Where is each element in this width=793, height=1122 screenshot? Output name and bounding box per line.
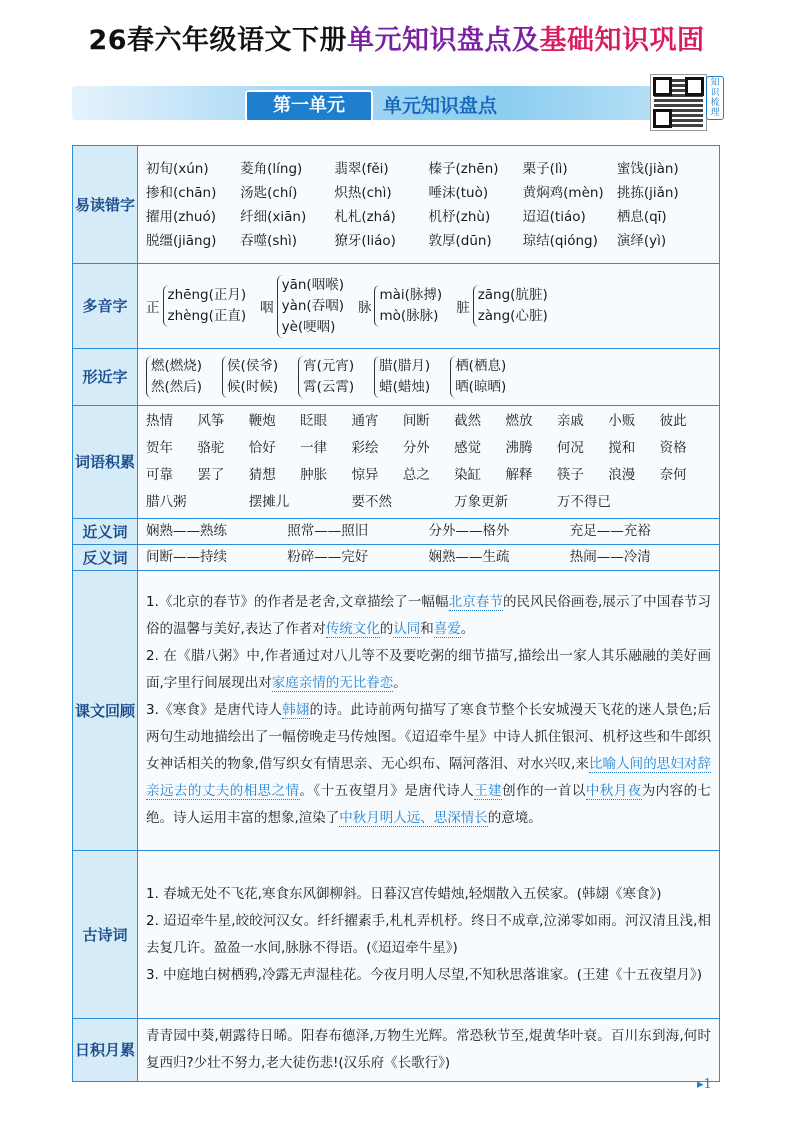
vocab-word: 肿胀 (300, 467, 328, 483)
polyphone-readings (277, 275, 344, 338)
word-pair: 分外——格外 (428, 523, 510, 539)
kewen-paragraph-1 (146, 589, 711, 643)
riji-text: 青青园中葵,朝露待日晞。阳春布德泽,万物生光辉。常恐秋节至,焜黄华叶衰。百川东到海,何时复西归?少壮不努力,老大徒伤悲!(汉乐府《长歌行》) (146, 1028, 711, 1071)
section-jinyi (73, 519, 720, 545)
pinyin-word: 獠牙(liáo) (334, 232, 396, 249)
polyphone-group (358, 285, 442, 327)
similar-char-items (298, 356, 354, 398)
key-phrase: 认同 (393, 621, 421, 637)
similar-char: 蜡(蜡烛) (379, 379, 431, 395)
polyphone-reading: zhèng(正直) (167, 308, 247, 324)
qr-label: 知识梳理 (706, 76, 724, 120)
text-run: 为内容的七绝。诗人运用丰富的想象,渲染了 (146, 783, 712, 826)
vocab-word: 资格 (659, 440, 687, 456)
pinyin-word: 黄焖鸡(mèn) (522, 184, 604, 201)
key-phrase: 中秋月夜 (585, 783, 642, 799)
unit-label: 第一单元 (245, 90, 373, 122)
word-pair: 粉碎——完好 (287, 549, 369, 565)
text-run: 1.《北京的春节》的作者是老舍,文章描绘了一幅幅 (146, 594, 449, 610)
word-pair: 间断——持续 (146, 549, 227, 565)
knowledge-table (72, 145, 720, 1082)
pinyin-word: 栖息(qī) (616, 208, 667, 225)
text-run: 的民风民俗画卷,展示了中国春节习俗的温馨与美好,表达了作者对 (146, 594, 712, 637)
similar-char: 宵(元宵) (303, 358, 355, 374)
section-ciyu (73, 406, 720, 519)
similar-char: 栖(栖息) (455, 358, 507, 374)
polyphone-readings (473, 285, 548, 327)
text-run: 的诗。此诗前两句描写了寒食节整个长安城漫天飞花的迷人景色;后两句生动地描绘出了一幅傍晚走马传烛图。《迢迢牵牛星》中诗人抓住银河、机杼这些和牛郎织女神话相关的物象,借写织女有情思亲、无心织布、隔河落泪、对水兴叹,来 (146, 702, 711, 772)
jinyi-pairs (138, 519, 719, 544)
section-label: 古诗词 (73, 851, 138, 1019)
key-phrase: 王建 (474, 783, 503, 799)
pinyin-word: 汤匙(chí) (240, 184, 298, 201)
polyphone-reading: yàn(吞咽) (281, 297, 344, 314)
section-label: 近义词 (73, 519, 138, 545)
pinyin-word: 蜜饯(jiàn) (616, 160, 679, 177)
vocab-word: 贺年 (146, 440, 173, 456)
polyphone-reading: mò(脉脉) (379, 308, 439, 324)
word-pair: 充足——充裕 (569, 523, 651, 539)
pinyin-word: 炽热(chì) (334, 184, 392, 201)
text-run: 。 (393, 675, 407, 691)
section-duoyin (73, 264, 720, 349)
pinyin-word: 迢迢(tiáo) (522, 208, 586, 225)
vocab-word: 解释 (505, 467, 533, 483)
vocab-word: 罢了 (197, 467, 225, 483)
pinyin-word: 机杼(zhù) (428, 208, 491, 225)
pinyin-word: 初旬(xún) (146, 160, 209, 177)
similar-char-items (146, 356, 202, 398)
similar-char-group (222, 356, 278, 398)
vocab-word: 万不得已 (556, 494, 611, 510)
pinyin-word: 挑拣(jiǎn) (616, 184, 679, 201)
pinyin-word: 吞噬(shì) (240, 232, 298, 249)
vocab-word: 恰好 (248, 440, 276, 456)
pinyin-word: 栗子(lì) (522, 160, 568, 177)
pinyin-word: 脱缰(jiāng) (146, 232, 217, 249)
pinyin-word: 纤细(xiān) (240, 208, 307, 225)
section-label: 词语积累 (73, 406, 138, 519)
word-pair: 热闹——冷清 (569, 549, 651, 565)
similar-char: 然(然后) (151, 379, 203, 395)
polyphone-reading: zàng(心脏) (477, 308, 548, 324)
similar-char: 腊(腊月) (379, 358, 431, 374)
ciyu-grid (138, 406, 719, 518)
vocab-word: 彩绘 (351, 440, 379, 456)
vocab-word: 奈何 (659, 467, 687, 483)
similar-char: 霄(云霄) (303, 379, 355, 395)
polyphone-reading: yān(咽喉) (281, 276, 344, 293)
pinyin-word: 敦厚(dūn) (428, 232, 492, 249)
polyphone-char: 脉 (357, 300, 372, 316)
pinyin-word: 翡翠(fěi) (334, 160, 389, 177)
text-run: 的 (379, 621, 394, 637)
xingjin-groups (138, 352, 719, 402)
vocab-word: 燃放 (505, 413, 533, 429)
vocab-word: 惊异 (351, 467, 379, 483)
polyphone-reading: zāng(肮脏) (477, 287, 548, 303)
poem-line: 1. 春城无处不飞花,寒食东风御柳斜。日暮汉宫传蜡烛,轻烟散入五侯家。(韩翃《寒食》) (146, 885, 662, 902)
word-pair: 娴熟——熟练 (146, 523, 227, 539)
key-phrase: 传统文化 (325, 621, 380, 637)
polyphone-char: 脏 (456, 300, 470, 316)
vocab-word: 风筝 (197, 413, 225, 429)
kewen-paragraph-2 (146, 643, 711, 697)
similar-char-items (450, 356, 506, 398)
polyphone-group (146, 285, 246, 327)
vocab-word: 万象更新 (454, 494, 509, 510)
polyphone-reading: yè(哽咽) (281, 318, 336, 335)
pinyin-word: 演绎(yì) (616, 232, 667, 249)
kewen-paragraph-3 (146, 697, 711, 832)
text-run: 2. 在《腊八粥》中,作者通过对八儿等不及要吃粥的细节描写,描绘出一家人其乐融融的美好画面,字里行间展现出对 (146, 648, 711, 691)
title-part-2: 单元知识盘点及 (347, 25, 540, 56)
polyphone-group (260, 275, 344, 338)
vocab-word: 筷子 (556, 467, 584, 483)
vocab-word: 彼此 (659, 413, 687, 429)
duoyin-groups (138, 264, 719, 348)
text-run: 的意境。 (487, 810, 542, 826)
vocab-word: 染缸 (454, 467, 482, 483)
key-phrase: 喜爱 (433, 621, 461, 637)
unit-banner (72, 86, 690, 120)
section-fanyi (73, 545, 720, 571)
poem-line: 3. 中庭地白树栖鸦,冷露无声湿桂花。今夜月明人尽望,不知秋思落谁家。(王建《十五夜望月》) (146, 966, 703, 983)
section-label: 易读错字 (73, 146, 138, 264)
section-kewen (73, 571, 720, 851)
section-label: 课文回顾 (73, 571, 138, 851)
vocab-word: 要不然 (351, 494, 392, 510)
pinyin-word: 唾沫(tuò) (428, 184, 489, 201)
section-xingjin (73, 349, 720, 406)
kewen-text (138, 585, 719, 836)
similar-char-group (146, 356, 202, 398)
vocab-word: 可靠 (146, 467, 173, 483)
section-riji (73, 1019, 720, 1082)
vocab-word: 沸腾 (505, 440, 533, 456)
pinyin-word: 擢用(zhuó) (146, 208, 216, 225)
poem-line: 2. 迢迢牵牛星,皎皎河汉女。纤纤擢素手,札札弄机杼。终日不成章,泣涕零如雨。河汉清且浅,相去复几许。盈盈一水间,脉脉不得语。(《迢迢牵牛星》) (146, 912, 711, 956)
section-label: 日积月累 (73, 1019, 138, 1082)
polyphone-char: 咽 (260, 300, 274, 316)
key-phrase: 中秋月明人远、思深情长 (339, 810, 488, 826)
key-phrase: 家庭亲情的无比眷恋 (271, 675, 394, 691)
text-run: 。 (460, 621, 475, 637)
pinyin-word: 札札(zhá) (334, 208, 396, 225)
vocab-word: 通宵 (351, 413, 379, 429)
text-run: 和 (420, 621, 434, 637)
key-phrase: 北京春节 (448, 594, 503, 610)
similar-char-group (450, 356, 506, 398)
similar-char: 晒(晾晒) (455, 379, 507, 395)
vocab-word: 搅和 (608, 440, 636, 456)
similar-char-items (222, 356, 278, 398)
page-title (0, 18, 793, 57)
section-label: 形近字 (73, 349, 138, 406)
unit-subtitle: 单元知识盘点 (383, 95, 498, 117)
polyphone-readings (374, 285, 442, 327)
similar-char-group (298, 356, 354, 398)
polyphone-char: 正 (146, 300, 160, 316)
vocab-word: 浪漫 (608, 467, 636, 483)
section-label: 多音字 (73, 264, 138, 349)
vocab-word: 热情 (146, 413, 173, 429)
title-part-1: 26春六年级语文下册 (88, 25, 348, 56)
qr-code[interactable] (650, 74, 707, 131)
section-label: 反义词 (73, 545, 138, 571)
similar-char: 燃(燃烧) (151, 358, 203, 374)
yidu-grid (138, 155, 719, 255)
section-yidu (73, 146, 720, 264)
vocab-word: 分外 (402, 440, 430, 456)
vocab-word: 何况 (556, 440, 584, 456)
section-gushici (73, 851, 720, 1019)
vocab-word: 间断 (402, 413, 430, 429)
pinyin-word: 掺和(chān) (146, 184, 217, 201)
similar-char-items (374, 356, 430, 398)
vocab-word: 小贩 (608, 413, 636, 429)
similar-char-group (374, 356, 430, 398)
word-pair: 照常——照旧 (287, 523, 369, 539)
polyphone-reading: mài(脉搏) (379, 287, 443, 303)
similar-char: 候(时候) (227, 379, 279, 395)
gushici-text (138, 877, 719, 993)
vocab-word: 腊八粥 (146, 494, 187, 510)
vocab-word: 亲戚 (556, 413, 584, 429)
vocab-word: 骆驼 (197, 440, 225, 456)
vocab-word: 感觉 (454, 440, 482, 456)
word-pair: 娴熟——生疏 (428, 549, 510, 565)
polyphone-readings (163, 285, 247, 327)
vocab-word: 鞭炮 (248, 413, 276, 429)
vocab-word: 总之 (402, 467, 430, 483)
polyphone-reading: zhēng(正月) (167, 287, 247, 303)
pinyin-word: 琼结(qióng) (522, 232, 598, 249)
vocab-word: 摆摊儿 (248, 494, 290, 510)
similar-char: 侯(侯爷) (227, 358, 279, 374)
key-phrase: 韩翃 (282, 702, 310, 718)
vocab-word: 眨眼 (300, 413, 328, 429)
title-part-3: 基础知识巩固 (539, 25, 705, 56)
pinyin-word: 菱角(líng) (240, 160, 303, 177)
polyphone-group (456, 285, 548, 327)
pinyin-word: 榛子(zhēn) (428, 160, 499, 177)
vocab-word: 猜想 (248, 467, 276, 483)
text-run: 。《十五夜望月》是唐代诗人 (299, 783, 475, 799)
text-run: 创作的一首以 (502, 783, 586, 799)
text-run: 3.《寒食》是唐代诗人 (146, 702, 283, 718)
fanyi-pairs (138, 545, 719, 570)
vocab-word: 截然 (454, 413, 482, 429)
vocab-word: 一律 (300, 440, 328, 456)
page-number: ▸1 (697, 1077, 712, 1092)
key-phrase: 比喻人间的思妇对辞亲远去的丈夫的相思之情 (146, 756, 711, 799)
